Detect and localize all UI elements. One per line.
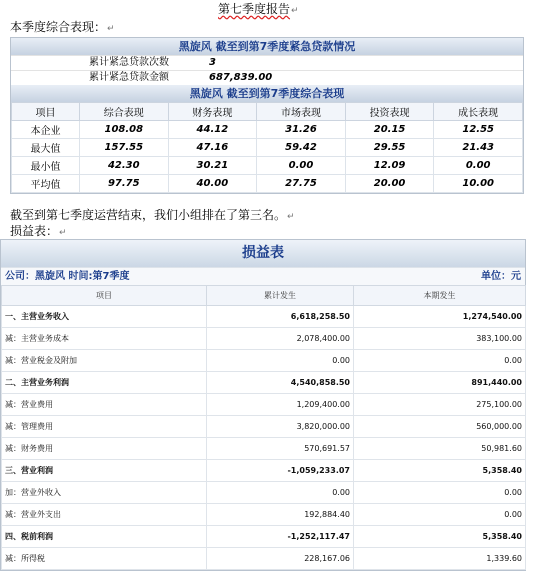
- table-row: [2, 438, 526, 460]
- current-cell: 383,100.00: [354, 328, 526, 350]
- document-title: [218, 2, 299, 18]
- column-header: 累计发生: [207, 286, 354, 306]
- heading-overall: [10, 20, 115, 36]
- row-label: 二、主营业务利润: [2, 372, 207, 394]
- loan-amount-row: [11, 70, 523, 85]
- paragraph-mark-icon: ↵: [291, 6, 299, 16]
- row-label: 加：营业外收入: [2, 482, 207, 504]
- heading-income-text: 损益表：: [10, 224, 59, 238]
- table-cell: 97.75: [79, 175, 168, 193]
- column-header: 投资表现: [345, 103, 434, 121]
- table-cell: 31.26: [257, 121, 346, 139]
- column-header: 财务表现: [168, 103, 257, 121]
- loan-amount-label: 累计紧急贷款金额: [89, 72, 169, 83]
- cumulative-cell: 228,167.06: [207, 548, 354, 570]
- loan-amount-value: 687,839.00: [209, 72, 273, 83]
- cumulative-cell: 0.00: [207, 482, 354, 504]
- row-label: 减：营业税金及附加: [2, 350, 207, 372]
- performance-section-title: 黑旋风 截至到第7季度综合表现: [11, 85, 523, 102]
- cumulative-cell: 192,884.40: [207, 504, 354, 526]
- company-period-label: 公司：黑旋风 时间:第7季度: [5, 271, 130, 282]
- paragraph-mark-icon: ↵: [287, 212, 295, 222]
- table-cell: 30.21: [168, 157, 257, 175]
- table-cell: 27.75: [257, 175, 346, 193]
- current-cell: 560,000.00: [354, 416, 526, 438]
- column-header: 综合表现: [79, 103, 168, 121]
- row-label: 三、营业利润: [2, 460, 207, 482]
- column-header: 市场表现: [257, 103, 346, 121]
- table-cell: 40.00: [168, 175, 257, 193]
- table-cell: 10.00: [434, 175, 523, 193]
- heading-income: [10, 224, 67, 240]
- cumulative-cell: 570,691.57: [207, 438, 354, 460]
- column-header: 本期发生: [354, 286, 526, 306]
- cumulative-cell: 6,618,258.50: [207, 306, 354, 328]
- income-header-row: [2, 286, 526, 306]
- document-title-text: 第七季度报告: [218, 2, 291, 16]
- current-cell: 5,358.40: [354, 460, 526, 482]
- cumulative-cell: 0.00: [207, 350, 354, 372]
- income-info-bar: [1, 267, 525, 285]
- table-row: [12, 175, 523, 193]
- row-label: 最小值: [12, 157, 80, 175]
- unit-label: 单位：元: [481, 271, 521, 282]
- table-row: [2, 394, 526, 416]
- row-label: 减：财务费用: [2, 438, 207, 460]
- table-cell: 108.08: [79, 121, 168, 139]
- row-label: 减：管理费用: [2, 416, 207, 438]
- column-header: 项目: [12, 103, 80, 121]
- row-label: 四、税前利润: [2, 526, 207, 548]
- table-row: [2, 306, 526, 328]
- table-cell: 21.43: [434, 139, 523, 157]
- table-cell: 157.55: [79, 139, 168, 157]
- row-label: 减：营业费用: [2, 394, 207, 416]
- table-cell: 20.00: [345, 175, 434, 193]
- table-cell: 42.30: [79, 157, 168, 175]
- loan-count-label: 累计紧急贷款次数: [89, 57, 169, 68]
- cumulative-cell: 4,540,858.50: [207, 372, 354, 394]
- current-cell: 0.00: [354, 350, 526, 372]
- cumulative-cell: -1,059,233.07: [207, 460, 354, 482]
- cumulative-cell: 2,078,400.00: [207, 328, 354, 350]
- table-row: [12, 139, 523, 157]
- row-label: 减：所得税: [2, 548, 207, 570]
- table-row: [2, 372, 526, 394]
- current-cell: 891,440.00: [354, 372, 526, 394]
- cumulative-cell: 3,820,000.00: [207, 416, 354, 438]
- summary-panel: [10, 37, 524, 194]
- current-cell: 1,274,540.00: [354, 306, 526, 328]
- current-cell: 0.00: [354, 504, 526, 526]
- table-row: [12, 121, 523, 139]
- ranking-text: 截至到第七季度运营结束，我们小组排在了第三名。: [10, 208, 287, 222]
- table-cell: 20.15: [345, 121, 434, 139]
- row-label: 平均值: [12, 175, 80, 193]
- table-cell: 44.12: [168, 121, 257, 139]
- table-row: [2, 548, 526, 570]
- income-statement-panel: [0, 239, 526, 571]
- table-row: [2, 416, 526, 438]
- current-cell: 50,981.60: [354, 438, 526, 460]
- row-label: 本企业: [12, 121, 80, 139]
- table-cell: 0.00: [257, 157, 346, 175]
- table-cell: 59.42: [257, 139, 346, 157]
- column-header: 成长表现: [434, 103, 523, 121]
- table-cell: 29.55: [345, 139, 434, 157]
- table-row: [2, 504, 526, 526]
- table-cell: 47.16: [168, 139, 257, 157]
- loan-count-value: 3: [209, 57, 216, 68]
- table-row: [12, 157, 523, 175]
- cumulative-cell: -1,252,117.47: [207, 526, 354, 548]
- table-cell: 0.00: [434, 157, 523, 175]
- cumulative-cell: 1,209,400.00: [207, 394, 354, 416]
- performance-header-row: [12, 103, 523, 121]
- row-label: 一、主营业务收入: [2, 306, 207, 328]
- income-table: [1, 285, 526, 570]
- current-cell: 1,339.60: [354, 548, 526, 570]
- table-row: [2, 460, 526, 482]
- table-row: [2, 482, 526, 504]
- performance-table: [11, 102, 523, 193]
- heading-overall-text: 本季度综合表现：: [10, 20, 107, 34]
- income-statement-title: 损益表: [1, 240, 525, 267]
- table-cell: 12.55: [434, 121, 523, 139]
- table-row: [2, 328, 526, 350]
- loan-section-title: 黑旋风 截至到第7季度紧急贷款情况: [11, 38, 523, 55]
- table-cell: 12.09: [345, 157, 434, 175]
- paragraph-mark-icon: ↵: [107, 24, 115, 34]
- table-row: [2, 350, 526, 372]
- row-label: 减：主营业务成本: [2, 328, 207, 350]
- row-label: 减：营业外支出: [2, 504, 207, 526]
- current-cell: 5,358.40: [354, 526, 526, 548]
- column-header: 项目: [2, 286, 207, 306]
- ranking-paragraph: [10, 208, 295, 224]
- current-cell: 0.00: [354, 482, 526, 504]
- paragraph-mark-icon: ↵: [59, 228, 67, 238]
- loan-count-row: [11, 55, 523, 70]
- table-row: [2, 526, 526, 548]
- current-cell: 275,100.00: [354, 394, 526, 416]
- row-label: 最大值: [12, 139, 80, 157]
